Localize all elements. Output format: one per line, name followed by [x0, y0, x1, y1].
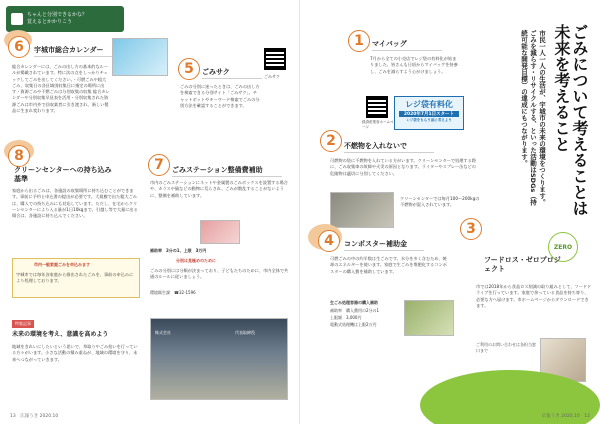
- item-number: 2: [320, 130, 342, 152]
- grant-text: 補助率 2分の1、上限 3万円: [150, 248, 207, 253]
- box-title: 市内一般家庭ごみを申込みます: [34, 262, 90, 267]
- header-tag: [6, 6, 124, 32]
- grant-line-1: 補助率 購入費用の2分の1: [330, 308, 380, 313]
- calendar-image: [112, 38, 168, 76]
- contact-body: ごみの分別には分類が決まっており、子どもたちのために、市内全体で共通のルールに従いましょう。: [150, 268, 289, 280]
- food-note: ご利用のお問い合わせは各担当窓口まで: [476, 342, 536, 353]
- item-title: フードロス・ゼロプロジェクト: [484, 256, 561, 273]
- feature-title: 未来の環境を考え、意識を高めよう: [12, 331, 109, 338]
- item-title: ごみサク: [202, 68, 262, 79]
- photo-caption-2: 代表取締役: [235, 330, 255, 335]
- item-number: 1: [348, 30, 370, 52]
- item-number: 5: [178, 58, 200, 80]
- item-title: ごみステーション整備費補助: [172, 166, 282, 177]
- item-title: クリーンセンターへの持ち込み基準: [14, 166, 112, 183]
- qr-code[interactable]: [366, 96, 388, 118]
- phone-text: 環境衛生課 ☎32-1596: [150, 290, 196, 295]
- item-body: ごみの分別に迷ったときは、ごみの出し方を検索できる分別サイト「ごみサク」。チャットボットやキーワード検索でごみの分別方法を確認することができます。: [180, 84, 260, 108]
- zero-logo: ZERO: [548, 232, 578, 262]
- page-number-left: 13 広報うき 2020.10: [10, 414, 59, 419]
- banner-sub: レジ袋をもらう前に考えよう: [406, 118, 452, 122]
- item-title: マイバッグ: [372, 40, 442, 51]
- bag-fee-banner: [394, 96, 464, 130]
- composter-photo: [404, 300, 454, 336]
- qr-label: ごみサク: [264, 74, 280, 79]
- item-body: 市内のごみステーションにネットや金属製のごみボックスを設置する場合や、カラスや猫などの動物に荒らされ、ごみが散乱することがないように、整備を補助しています。: [150, 180, 288, 198]
- item-number: 7: [148, 154, 170, 176]
- item-body: 市では2018年から食品ロス削減の取り組みとして、フードドライブを行っています。家庭で余っている食品を持ち寄り、必要な方へ届けます。市ホームページからダウンロードできます。: [476, 284, 592, 308]
- item-body: 可燃物の袋に不燃物を入れている方がいます。クリーンセンターで処理する際に、ごみ収集車の故障や火災の原因となります。ライターやスプレー缶などの危険物は適切に分別してください。: [330, 158, 476, 176]
- photo-caption-1: 株式会社: [155, 330, 171, 335]
- item-title: 宇城市総合カレンダー: [34, 46, 134, 57]
- banner-date: 2020年7月1日スタート: [399, 111, 459, 117]
- item-sub: クリーンセンターでは毎月100〜200kgの不燃物が混入されています。: [400, 196, 480, 208]
- right-page: [300, 0, 600, 424]
- main-title-line2: 未来を考えること: [552, 24, 571, 152]
- station-image: [200, 220, 240, 244]
- sub-title: 生ごみ処理容器の購入補助: [330, 300, 378, 305]
- contact-label: 分別は見極めのために: [176, 258, 216, 263]
- item-body: 家庭から出るごみは、各施設の収集場所に持ち込むことができます。事前に予約と申込書の提出が必要です。大規模で出た粗大ごみは、購入での持ち込みにも対応しています。ただし、在宅からクリーンセンターにより入る量が1日10kgまで。引越し等で大量に出る場合は、各施設に持ち込んでください。: [12, 188, 138, 219]
- main-title-line1: ごみについて考えることは: [570, 24, 589, 216]
- item-body: 7月から全ての小売店でレジ袋の有料化が始まりました。皆さんも日頃からマイバッグを持参し、ごみを減らすよう心がけましょう。: [370, 56, 458, 74]
- main-title: [552, 24, 588, 234]
- item-number: 8: [8, 145, 30, 167]
- header-line1: ちゃんと分別できるかな？: [27, 12, 88, 18]
- feature-tag: 特集記事: [12, 320, 34, 328]
- item-body: 可燃ごみの中の約半数は生ごみです。水分を多く含むため、焼却のエネルギーを使います。家庭で生ごみを堆肥化するコンポスターの購入費を補助しています。: [330, 256, 447, 274]
- item-number: 3: [460, 218, 482, 240]
- item-body: 総合カレンダーには、ごみの出し方の基本的なルールが掲載されています。特に次の点をしっかりチェックしてごみを出してください。・可燃ごみや粗大ごみ、収集日の各区域別収集日に指定の場所に出す・資源ごみや不燃ごみは分別収集の収集 総合カレンダーや分別収集早見表を活用・分別収集された資源ごみは市内外で回収業者に引き渡され、新しい製品に生まれ変わります。: [12, 64, 110, 114]
- grant-line-2: 上限額 3,000円: [330, 315, 362, 320]
- recycle-icon: [11, 13, 23, 25]
- item-title: コンポスター補助金: [344, 240, 424, 251]
- page-number-right: 広報うき 2020.10 12: [541, 414, 590, 419]
- grant-line-3: 電動式処理機は上限2万円: [330, 322, 377, 327]
- qr-code[interactable]: [264, 48, 286, 70]
- banner-title: レジ袋有料化: [405, 100, 453, 109]
- lead-text: 市民一人一人の生活が、宇城市の未来の環境をつくります。ごみを減らす・リサイクルする、といった活動はSDGs（持続可能な開発目標）の達成にもつながります。: [520, 30, 546, 206]
- feature-body: 地域をきれいにしたいという思いで、草取りやごみ拾いを行っている方々がいます。小さな活動の積み重ねが、地域の環境を守り、未来へつながっていきます。: [12, 344, 138, 362]
- item-title: 不燃物を入れないで: [344, 142, 434, 153]
- item-number: 4: [318, 230, 340, 252]
- qr-label: 経済産業省ホームページ: [362, 120, 394, 129]
- waste-photo: [330, 192, 394, 228]
- header-line2: 覚えるとかかりこう: [27, 19, 73, 25]
- item-number: 6: [8, 36, 30, 58]
- box-body: 宇城市では毎年各家庭から排出されたごみを、事前の申込みにより処理しております。: [16, 272, 134, 284]
